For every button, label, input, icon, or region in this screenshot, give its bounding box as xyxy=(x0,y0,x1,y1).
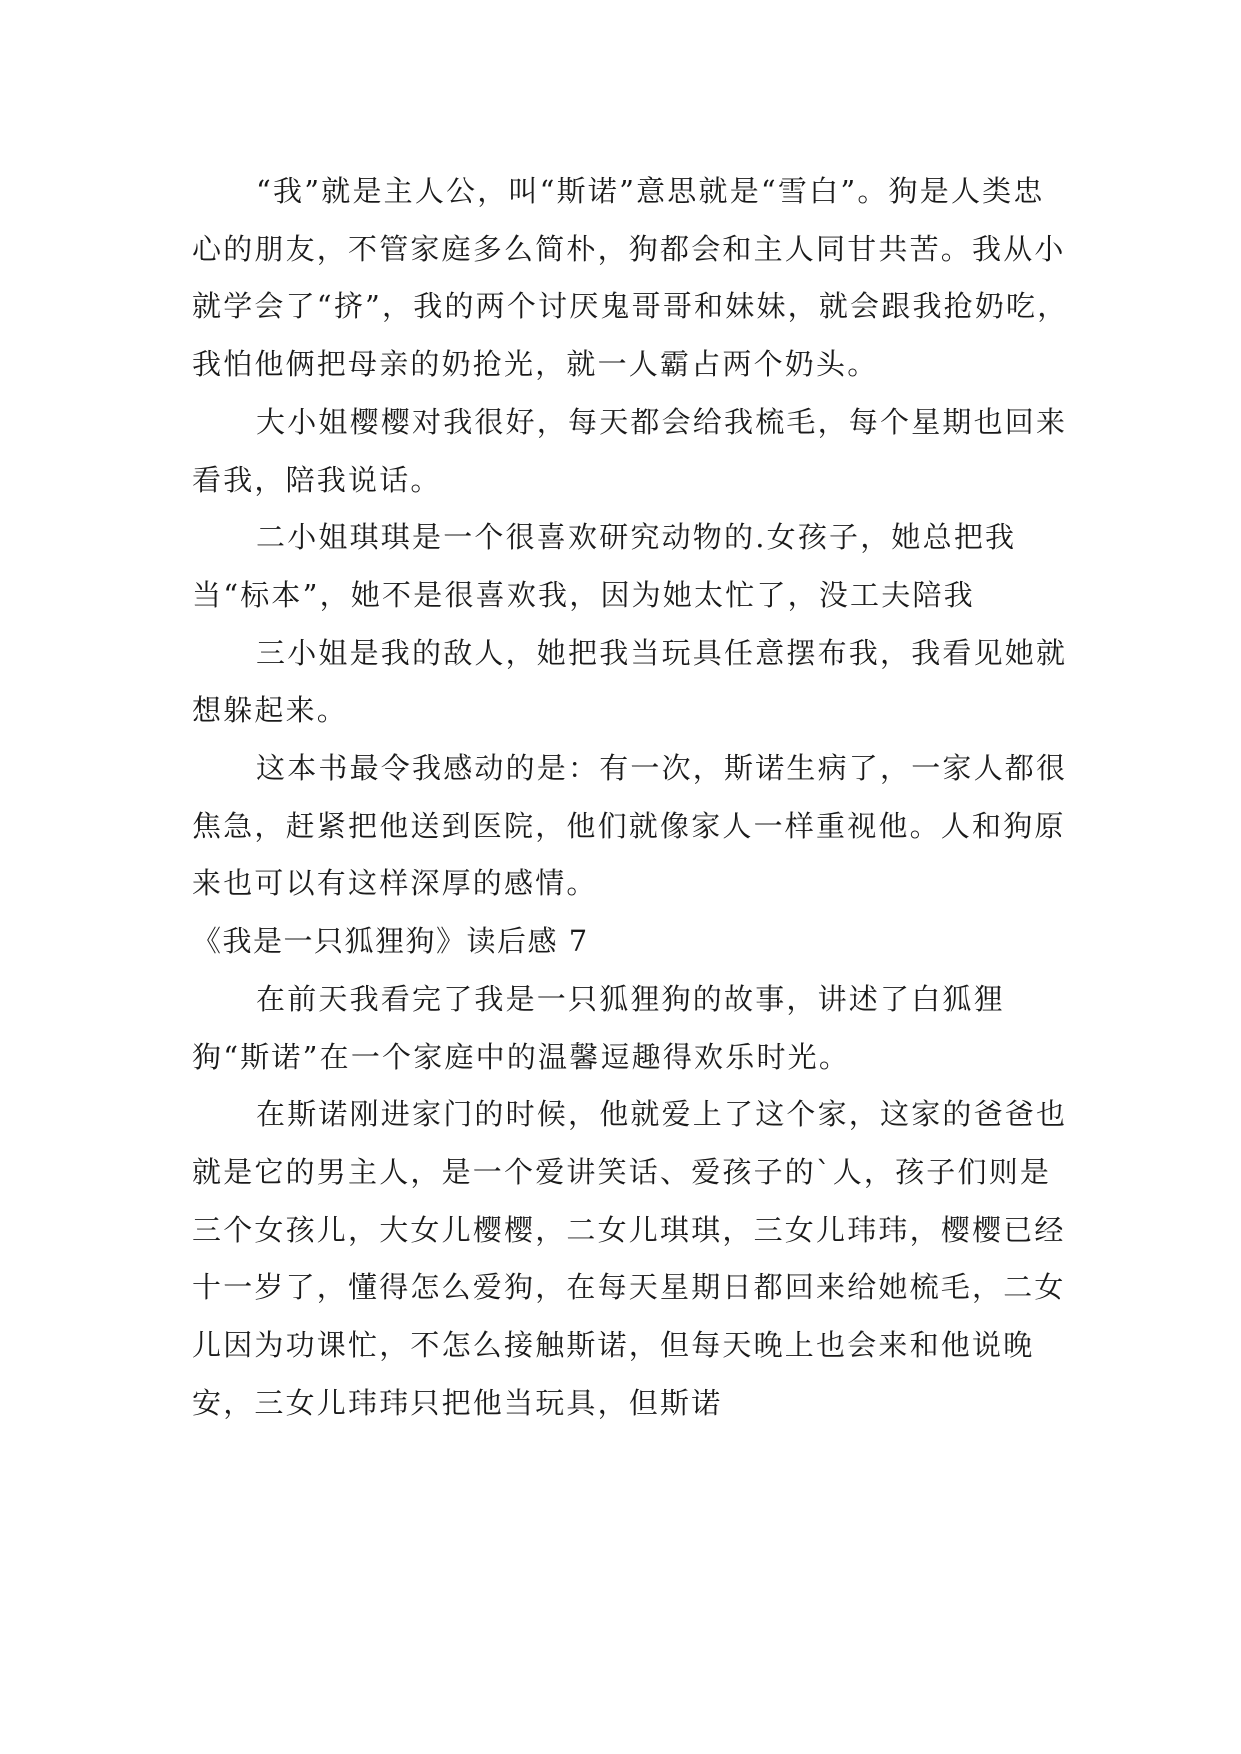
document-body xyxy=(192,163,1072,1432)
paragraph-story-summary: 在前天我看完了我是一只狐狸狗的故事，讲述了白狐狸狗“斯诺”在一个家庭中的温馨逗趣得欢乐时光。 xyxy=(192,981,1005,1074)
section-heading: 《我是一只狐狸狗》读后感 7 xyxy=(192,924,589,959)
paragraph-family: 在斯诺刚进家门的时候，他就爱上了这个家，这家的爸爸也就是它的男主人，是一个爱讲笑话、爱孩子的`人，孩子们则是三个女孩儿，大女儿樱樱，二女儿琪琪，三女儿玮玮，樱樱已经十一岁了，懂得怎么爱狗，在每天星期日都回来给她梳毛，二女儿因为功课忙，不怎么接触斯诺，但每天晚上也会来和他说晚安，三女儿玮玮只把他当玩具，但斯诺 xyxy=(192,1097,1068,1420)
paragraph-intro: “我”就是主人公，叫“斯诺”意思就是“雪白”。狗是人类忠心的朋友，不管家庭多么简朴，狗都会和主人同甘共苦。我从小就学会了“挤”，我的两个讨厌鬼哥哥和妹妹，就会跟我抢奶吃，我怕他俩把母亲的奶抢光，就一人霸占两个奶头。 xyxy=(192,174,1069,382)
paragraph-moving-moment: 这本书最令我感动的是：有一次，斯诺生病了，一家人都很焦急，赶紧把他送到医院，他们就像家人一样重视他。人和狗原来也可以有这样深厚的感情。 xyxy=(192,751,1068,901)
paragraph-qiqi: 二小姐琪琪是一个很喜欢研究动物的.女孩子，她总把我当“标本”，她不是很喜欢我，因为她太忙了，没工夫陪我 xyxy=(192,520,1017,612)
paragraph-yingying: 大小姐樱樱对我很好，每天都会给我梳毛，每个星期也回来看我，陪我说话。 xyxy=(192,404,1068,497)
paragraph-third-sister: 三小姐是我的敌人，她把我当玩具任意摆布我，我看见她就想躲起来。 xyxy=(192,635,1068,728)
